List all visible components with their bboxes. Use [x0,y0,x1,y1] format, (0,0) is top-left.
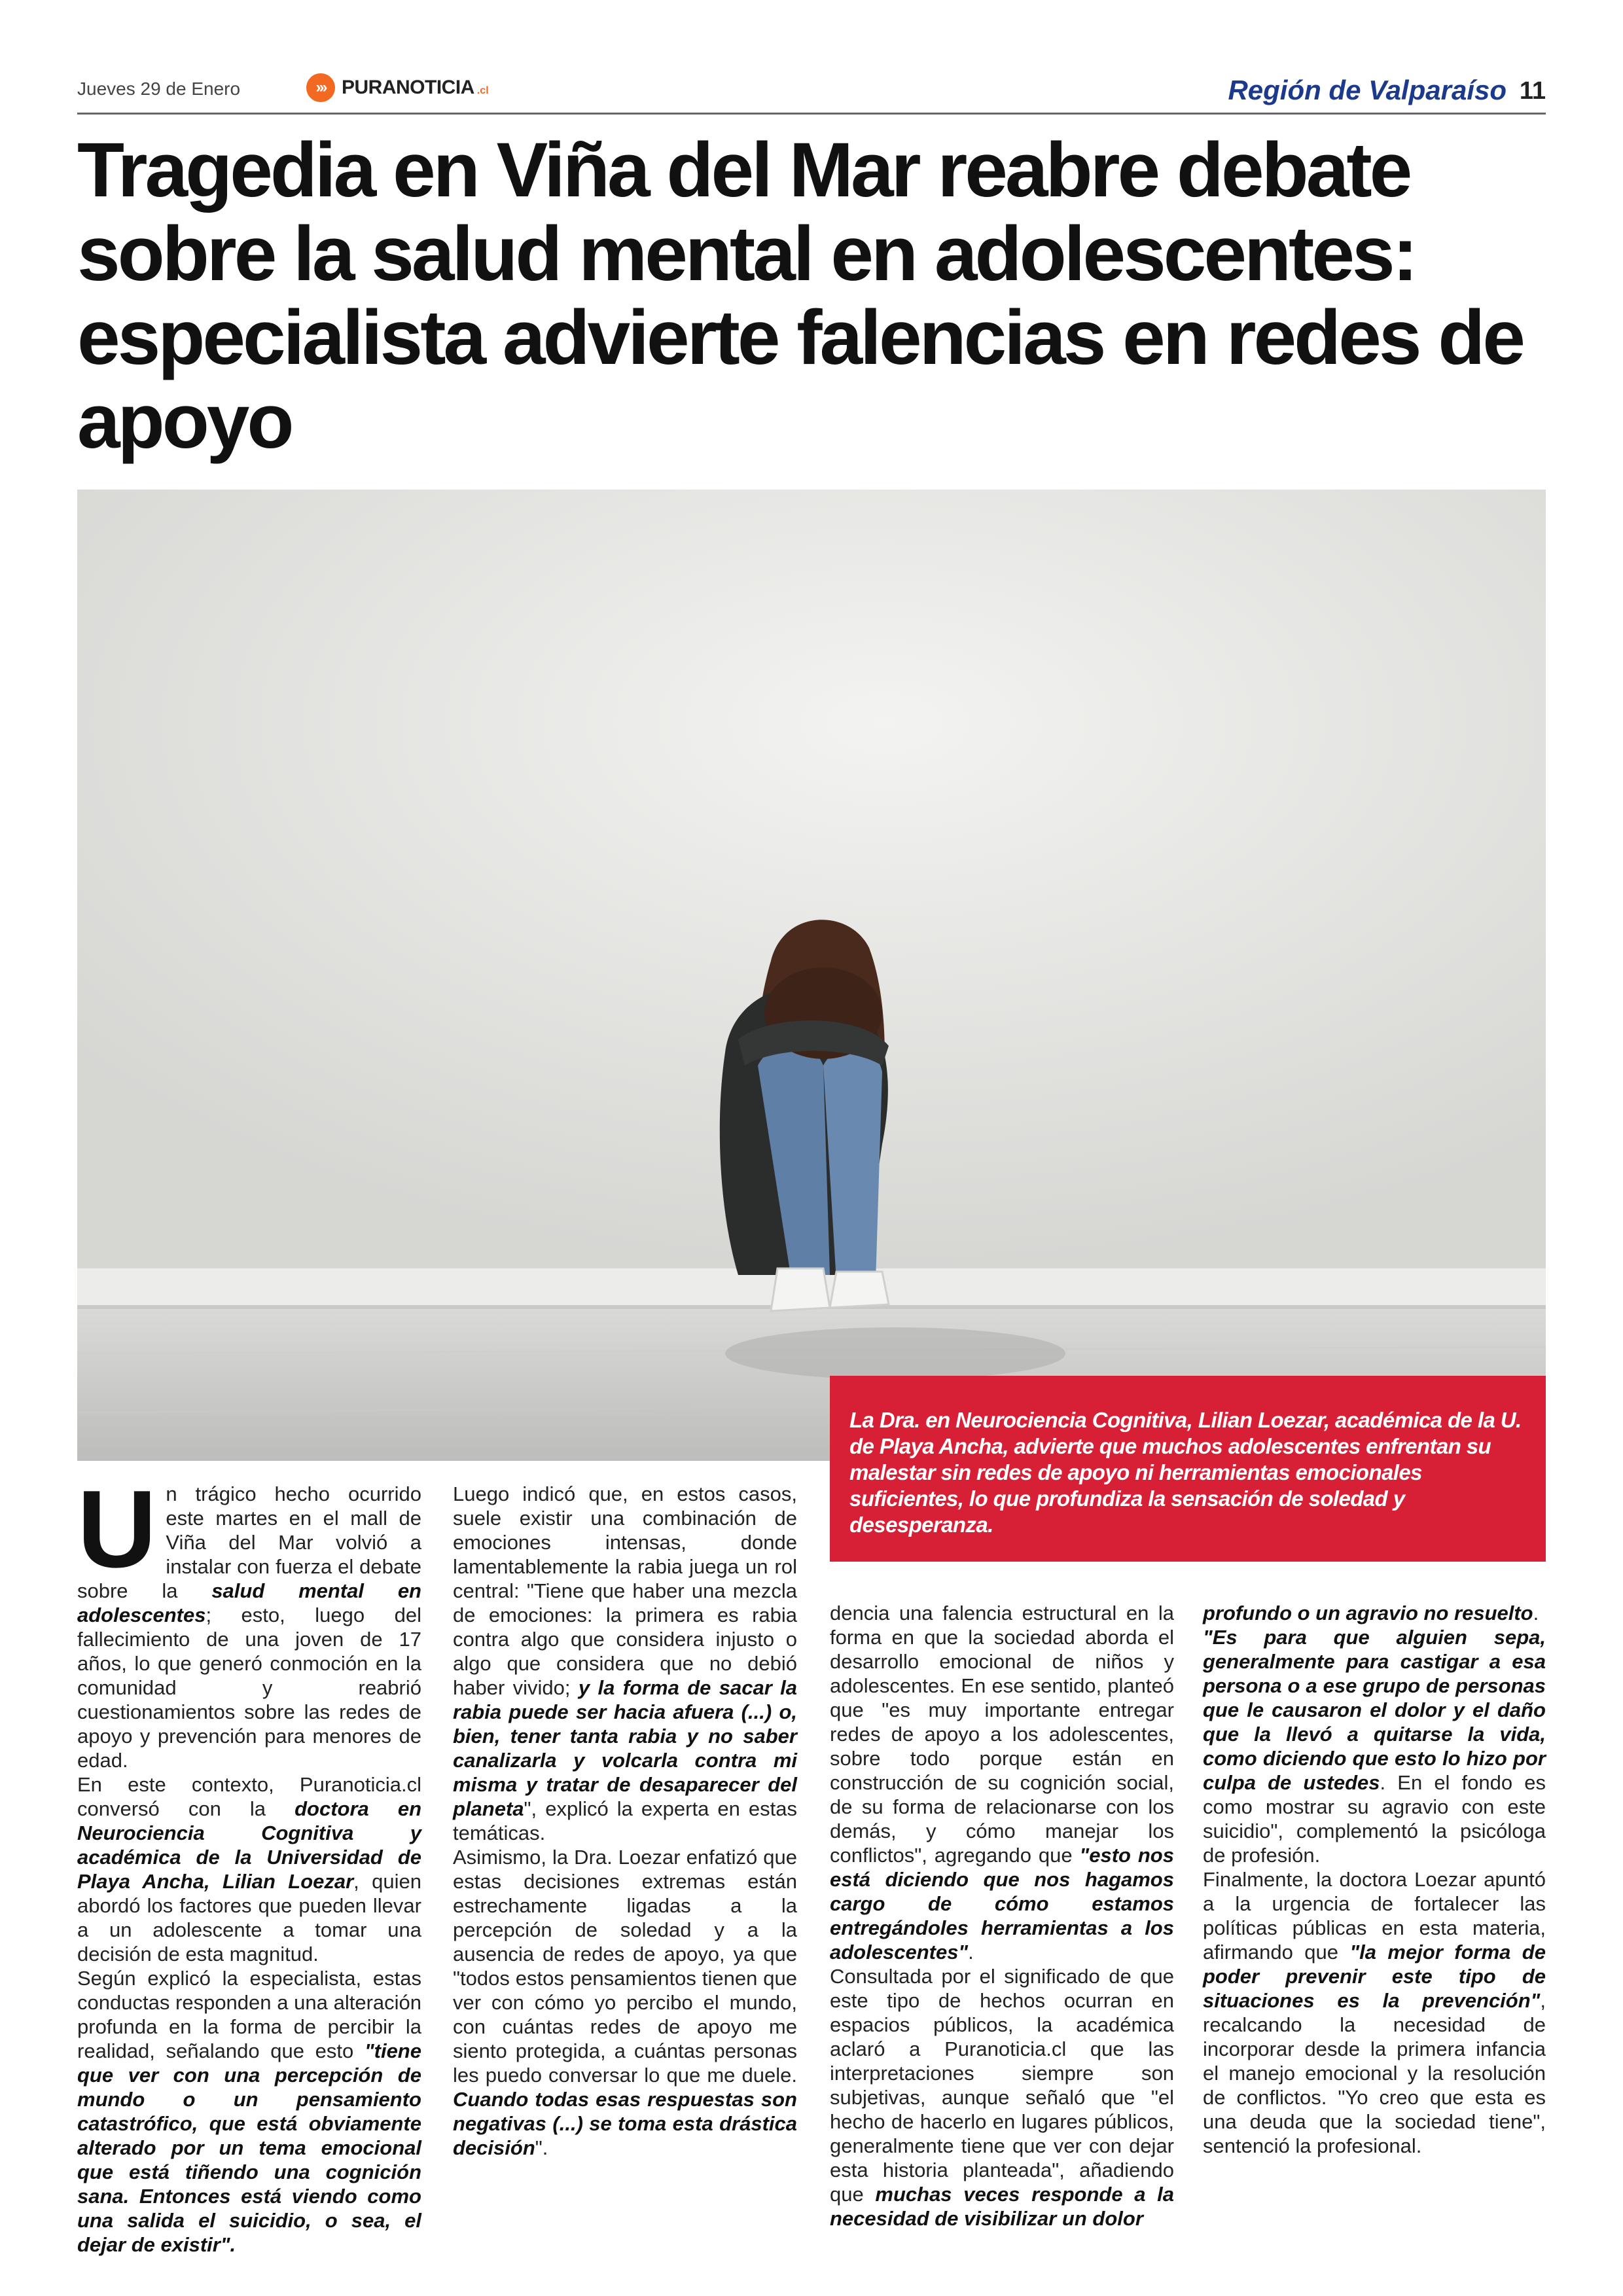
text-run: . [968,1941,974,1964]
brand-logo [306,73,489,102]
text-run: ". [535,2136,548,2159]
text-run-bold: y la forma de sacar la rabia puede ser hacia afuera (...) o, bien, tener tanta rabia y no saber canalizarla y volcarla contra mi misma y tratar de desaparecer del planeta [453,1676,797,1820]
paragraph [1203,1601,1546,1625]
paragraph [830,1601,1174,1964]
headline: Tragedia en Viña del Mar reabre debate sobre la salud mental en adolescentes: especialista advierte falencias en redes de apoyo [77,127,1523,465]
paragraph [77,1772,421,1966]
photo-illustration [77,490,1546,1461]
paragraph [453,1482,797,1845]
body-column-4 [1203,1601,1546,2158]
text-run: Consultada por el significado de que este tipo de hechos ocurran en espacios públicos, la académica aclaró a Puranoticia.cl que las interpretaciones siempre son subjetivas, aunque señaló que "el hecho de hacerlo en lugares públicos, generalmente tiene que ver con dejar esta historia planteada", añadiendo que [830,1965,1174,2206]
text-run-bold: "esto nos está diciendo que nos hagamos cargo de cómo estamos entregándoles herramientas a los adolescentes" [830,1844,1174,1964]
chevrons-icon: ››› [306,73,335,102]
text-run: , recalcando la necesidad de incorporar desde la primera infancia el manejo emocional y la resolución de conflictos. "Yo creo que esta es una deuda que la sociedad tiene", sentenció la profesional. [1203,1989,1546,2157]
text-run-bold: Cuando todas esas respuestas son negativas (...) se toma esta drástica decisión [453,2088,797,2159]
caption-text: La Dra. en Neurociencia Cognitiva, Lilian Loezar, académica de la U. de Playa Ancha, advierte que muchos adolescentes enfrentan su malestar sin redes de apoyo ni herramientas emocionales suficientes, lo que profundiza la sensación de soledad y desesperanza. [849,1408,1522,1537]
paragraph [77,1966,421,2257]
text-run: . En el fondo es como mostrar su agravio con este suicidio", complementó la psicóloga de profesión. [1203,1771,1546,1867]
text-run-bold: muchas veces responde a la necesidad de visibilizar un dolor [830,2183,1175,2230]
paragraph [830,1964,1174,2231]
text-run: ", explicó la experta en estas temáticas. [453,1797,797,1844]
body-column-2 [453,1482,797,2160]
text-run: Según explicó la especialista, estas conductas responden a una alteración profunda en la forma de percibir la realidad, señalando que esto [77,1967,421,2062]
text-run-bold: profundo o un agravio no resuelto [1203,1602,1533,1624]
text-run: n trágico hecho ocurrido este martes en el mall de Viña del Mar volvió a instalar con fuerza el debate sobre la [77,1482,421,1602]
text-run: . [1533,1602,1539,1624]
paragraph [1203,1625,1546,1867]
article-photo [77,490,1546,1461]
text-run-bold: "la mejor forma de poder prevenir este tipo de situaciones es la prevención" [1203,1941,1546,2012]
text-run-bold: "Es para que alguien sepa, generalmente para castigar a esa persona o a ese grupo de personas que le causaron el dolor y el daño que la llevó a quitarse la vida, como diciendo que esto lo hizo por culpa de ustedes [1203,1626,1546,1794]
page-number: 11 [1519,77,1546,105]
text-run: En este contexto, Puranoticia.cl conversó con la [77,1773,421,1820]
text-run: ; esto, luego del fallecimiento de una joven de 17 años, lo que generó conmoción en la comunidad y reabrió cuestionamientos sobre las redes de apoyo y prevención para menores de edad. [77,1604,421,1772]
section-name: Región de Valparaíso [1228,75,1507,105]
brand-tld: .cl [476,85,489,96]
text-run-bold: salud mental en adolescentes [77,1579,421,1626]
text-run-bold: "tiene que ver con una percepción de mundo o un pensamiento catastrófico, que está obviamente alterado por un tema emocional que está tiñendo una cognición sana. Entonces está viendo como una salida el suicidio, o sea, el dejar de existir". [77,2039,421,2256]
header-divider [77,113,1546,115]
photo-caption [830,1376,1546,1562]
paragraph [453,1845,797,2160]
brand-name: PURANOTICIA [342,77,474,98]
body-column-3 [830,1601,1174,2231]
text-run: Luego indicó que, en estos casos, suele existir una combinación de emociones intensas, donde lamentablemente la rabia juega un rol central: "Tiene que haber una mezcla de emociones: la primera es rabia contra algo que considera injusto o algo que considera que no debió haber vivido; [453,1482,797,1699]
text-run-bold: doctora en Neurociencia Cognitiva y académica de la Universidad de Playa Ancha, Lilian Loezar [77,1797,422,1893]
text-run: Asimismo, la Dra. Loezar enfatizó que estas decisiones extremas están estrechamente ligadas a la percepción de soledad y a la ausencia de redes de apoyo, ya que "todos estos pensamientos tienen que ver con cómo yo percibo el mundo, con cuántas redes de apoyo me siento protegida, a cuántas personas les puedo conversar lo que me duele. [453,1846,797,2087]
page-date: Jueves 29 de Enero [77,79,241,99]
body-column-1 [77,1467,422,2257]
text-run: Finalmente, la doctora Loezar apuntó a la urgencia de fortalecer las políticas públicas en esta materia, afirmando que [1203,1868,1546,1964]
text-run: , quien abordó los factores que pueden llevar a un adolescente a tomar una decisión de esta magnitud. [77,1870,421,1965]
text-run: dencia una falencia estructural en la forma en que la sociedad aborda el desarrollo emocional de niños y adolescentes. En ese sentido, planteó que "es muy importante entregar redes de apoyo a los adolescentes, sobre todo porque están en construcción de su cognición social, de su forma de relacionarse con los demás, y cómo manejar los conflictos", agregando que [830,1602,1174,1867]
paragraph [77,1467,421,1772]
drop-cap: U [77,1467,157,1590]
paragraph [1203,1867,1546,2158]
